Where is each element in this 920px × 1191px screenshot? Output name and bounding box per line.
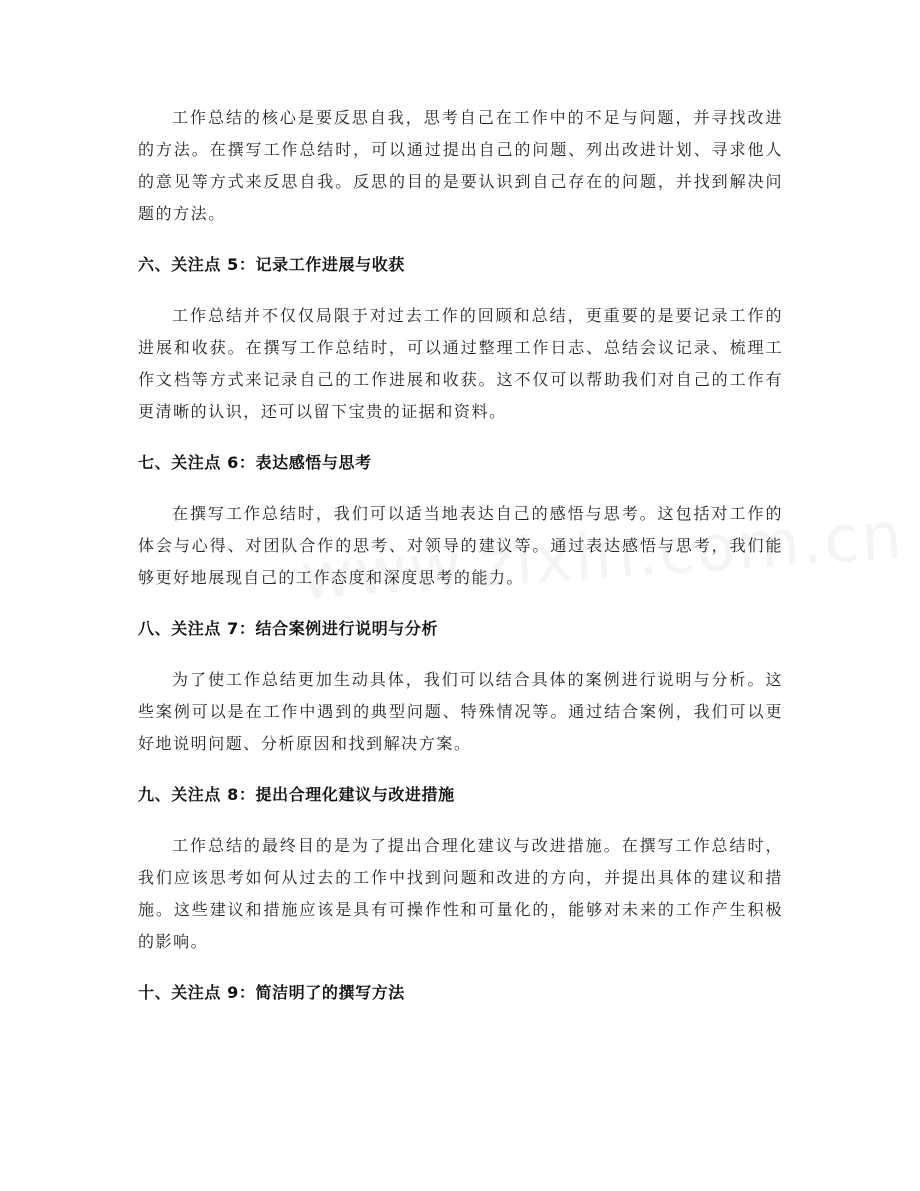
paragraph-section-6: 工作总结并不仅仅局限于对过去工作的回顾和总结，更重要的是要记录工作的进展和收获。在撰写工作总结时，可以通过整理工作日志、总结会议记录、梳理工作文档等方式来记录自己的工作进展和收获。这不仅可以帮助我们对自己的工作有更清晰的认识，还可以留下宝贵的证据和资料。: [138, 306, 783, 421]
paragraph-reflection: 工作总结的核心是要反思自我，思考自己在工作中的不足与问题，并寻找改进的方法。在撰写工作总结时，可以通过提出自己的问题、列出改进计划、寻求他人的意见等方式来反思自我。反思的目的是要认识到自己存在的问题，并找到解决问题的方法。: [138, 108, 783, 223]
paragraph-section-8: 为了使工作总结更加生动具体，我们可以结合具体的案例进行说明与分析。这些案例可以是在工作中遇到的典型问题、特殊情况等。通过结合案例，我们可以更好地说明问题、分析原因和找到解决方案。: [138, 670, 783, 753]
heading-section-7: 七、关注点 6：表达感悟与思考: [138, 453, 372, 472]
heading-section-8: 八、关注点 7：结合案例进行说明与分析: [138, 619, 439, 638]
paragraph-section-9: 工作总结的最终目的是为了提出合理化建议与改进措施。在撰写工作总结时，我们应该思考如何从过去的工作中找到问题和改进的方向，并提出具体的建议和措施。这些建议和措施应该是具有可操作性和可量化的，能够对未来的工作产生积极的影响。: [138, 836, 783, 951]
heading-section-6: 六、关注点 5：记录工作进展与收获: [138, 255, 405, 274]
heading-section-9: 九、关注点 8：提出合理化建议与改进措施: [138, 785, 455, 804]
document-body: [138, 102, 783, 1028]
heading-section-10: 十、关注点 9：简洁明了的撰写方法: [138, 983, 405, 1002]
paragraph-section-7: 在撰写工作总结时，我们可以适当地表达自己的感悟与思考。这包括对工作的体会与心得、对团队合作的思考、对领导的建议等。通过表达感悟与思考，我们能够更好地展现自己的工作态度和深度思考的能力。: [138, 504, 783, 587]
